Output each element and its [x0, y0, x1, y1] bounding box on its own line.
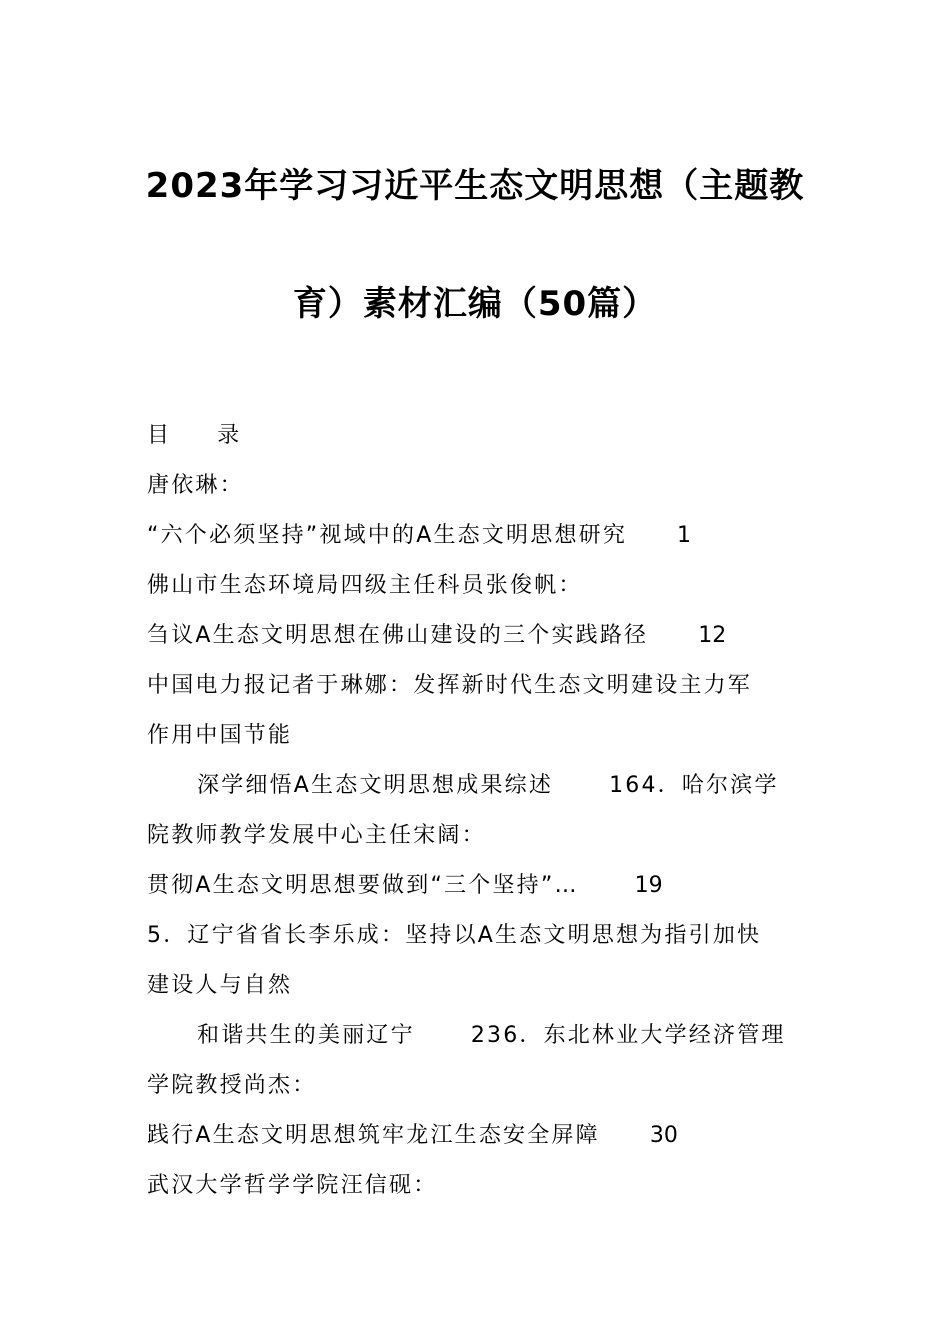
toc-line [147, 868, 817, 918]
toc-entry-page: 30 [649, 1123, 678, 1148]
toc-entry-page: 164．哈尔滨学 [609, 773, 779, 798]
toc-entry-page: 12 [698, 623, 727, 648]
toc-line [147, 518, 817, 568]
toc-entry-text: 中国电力报记者于琳娜：发挥新时代生态文明建设主力军 [147, 673, 753, 698]
toc-header-char-1: 目 [147, 423, 172, 448]
document-title-line-2: 育）素材汇编（50篇） [292, 284, 658, 324]
toc-line [147, 568, 817, 618]
toc-header [147, 418, 817, 468]
toc-entry-text: 佛山市生态环境局四级主任科员张俊帆： [147, 573, 583, 598]
toc-entry-text: 建设人与自然 [147, 973, 293, 998]
toc-line [147, 968, 817, 1018]
toc-entry-text: 作用中国节能 [147, 723, 293, 748]
toc-entry-text: 院教师教学发展中心主任宋阔： [147, 823, 486, 848]
toc-entry-page: 1 [677, 523, 692, 548]
toc-line [147, 668, 817, 718]
toc-entry-text: 贯彻A生态文明思想要做到“三个坚持”… [147, 873, 579, 898]
toc-line [147, 718, 817, 768]
toc-line [147, 1118, 817, 1168]
toc-line [147, 1068, 817, 1118]
toc-entry-page: 19 [634, 873, 663, 898]
toc-entry-text: 唐依琳： [147, 473, 244, 498]
toc-entry-text: 和谐共生的美丽辽宁 [197, 1023, 415, 1048]
toc-line [147, 468, 817, 518]
toc-entry-text: 学院教授尚杰： [147, 1073, 317, 1098]
toc-entry-text: “六个必须坚持”视域中的A生态文明思想研究 [147, 523, 628, 548]
toc-line [147, 768, 817, 818]
toc-line [147, 918, 817, 968]
toc-header-char-2: 录 [217, 423, 242, 448]
toc-entry-text: 践行A生态文明思想筑牢龙江生态安全屏障 [147, 1123, 600, 1148]
toc-line [147, 1018, 817, 1068]
toc-line [147, 618, 817, 668]
toc-entry-text: 武汉大学哲学学院汪信砚： [147, 1173, 438, 1198]
toc-entry-text: 刍议A生态文明思想在佛山建设的三个实践路径 [147, 623, 649, 648]
toc-entry-text: 5．辽宁省省长李乐成：坚持以A生态文明思想为指引加快 [147, 923, 762, 948]
toc-entry-page: 236．东北林业大学经济管理 [470, 1023, 786, 1048]
toc-line [147, 1168, 817, 1218]
document-title-line-1: 2023年学习习近平生态文明思想（主题教 [145, 166, 805, 206]
toc-line [147, 818, 817, 868]
toc-entry-text: 深学细悟A生态文明思想成果综述 [197, 773, 554, 798]
table-of-contents [147, 418, 817, 1218]
